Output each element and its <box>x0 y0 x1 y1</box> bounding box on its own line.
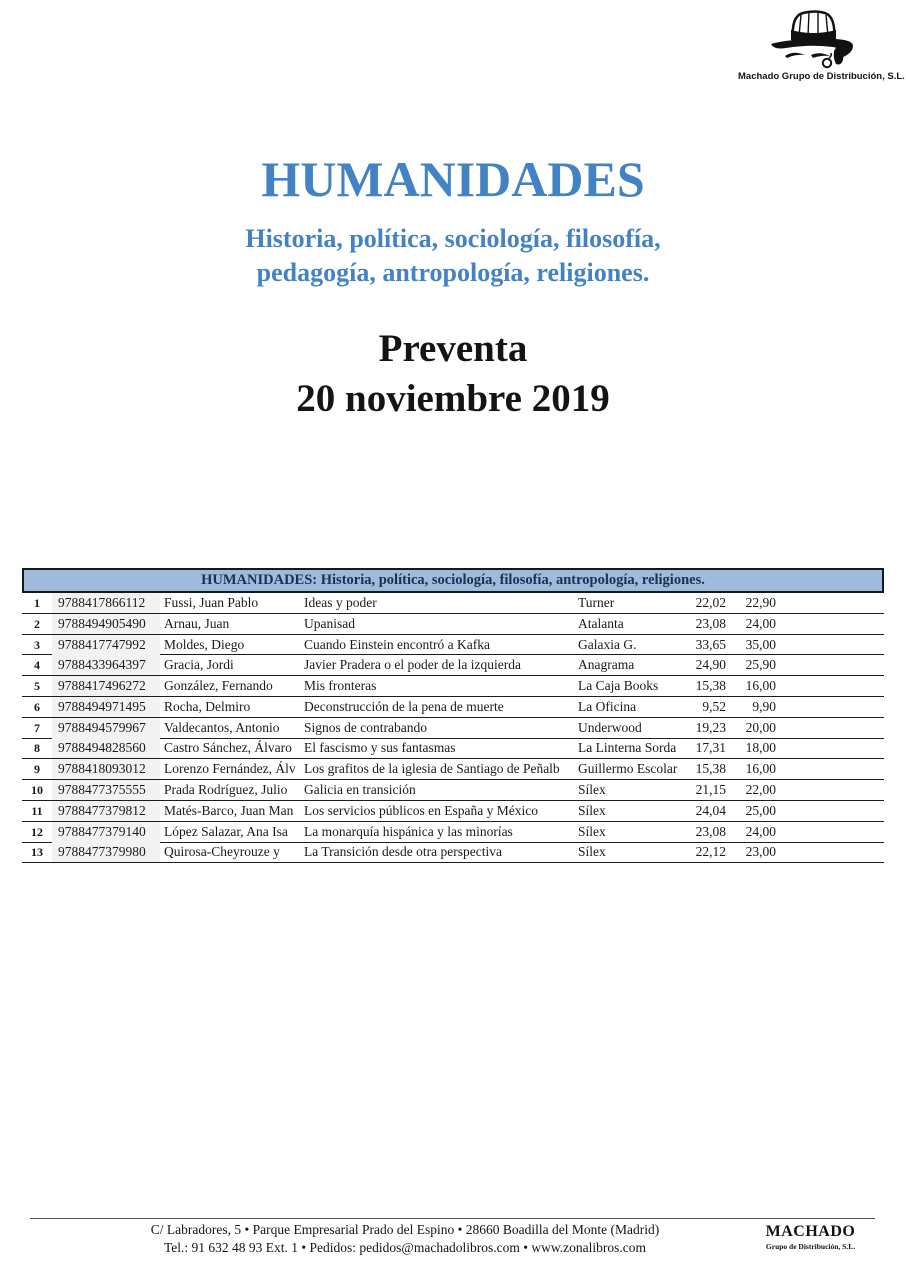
cell-num: 6 <box>34 699 40 714</box>
cell-isbn: 9788494828560 <box>52 738 160 758</box>
cell-publisher: Anagrama <box>578 657 635 673</box>
cell-pvp: 18,00 <box>745 740 776 756</box>
cell-author: Matés-Barco, Juan Man <box>164 802 294 818</box>
subtitle-line-2: pedagogía, antropología, religiones. <box>256 258 650 287</box>
page-title: HUMANIDADES <box>261 151 645 207</box>
event-line-1: Preventa <box>378 327 528 370</box>
cell-num: 1 <box>34 595 40 610</box>
cell-author: Castro Sánchez, Álvaro <box>164 740 292 756</box>
table-row <box>22 614 884 635</box>
cell-title: Cuando Einstein encontró a Kafka <box>304 636 490 652</box>
cell-pvp: 22,90 <box>745 594 776 610</box>
cell-isbn: 9788417866112 <box>52 593 160 613</box>
cell-isbn: 9788477379812 <box>52 801 160 821</box>
cell-pvp: 20,00 <box>745 719 776 735</box>
cell-author: Valdecantos, Antonio <box>164 719 280 735</box>
cell-title: Ideas y poder <box>304 594 377 610</box>
machado-hat-icon <box>741 6 881 70</box>
cell-isbn: 9788418093012 <box>52 759 160 779</box>
footer-address: C/ Labradores, 5 • Parque Empresarial Prado del Espino • 28660 Boadilla del Monte (Madrid) <box>150 1222 660 1237</box>
cell-pvp: 24,00 <box>745 615 776 631</box>
cell-isbn: 9788477379140 <box>52 822 160 842</box>
cell-author: González, Fernando <box>164 678 273 694</box>
cell-title: Javier Pradera o el poder de la izquierda <box>304 657 522 673</box>
logo-caption: Machado Grupo de Distribución, S.L. <box>738 71 905 82</box>
cell-author: Moldes, Diego <box>164 636 245 652</box>
table-row <box>22 843 884 864</box>
page-subtitle <box>0 222 906 290</box>
subtitle-line-1: Historia, política, sociología, filosofía, <box>245 224 661 253</box>
cell-pvp: 23,00 <box>745 844 776 860</box>
cell-publisher: Atalanta <box>578 615 624 631</box>
cell-price: 17,31 <box>695 740 726 756</box>
cell-pvp: 24,00 <box>745 823 776 839</box>
cell-author: Gracia, Jordi <box>164 657 234 673</box>
cell-num: 9 <box>34 762 40 777</box>
cell-pvp: 9,90 <box>752 698 776 714</box>
cell-publisher: Galaxia G. <box>578 636 637 652</box>
cell-price: 23,08 <box>695 615 726 631</box>
cell-publisher: Sílex <box>578 844 606 860</box>
cell-author: López Salazar, Ana Isa <box>164 823 288 839</box>
table-row <box>22 739 884 760</box>
cell-isbn: 9788494579967 <box>52 718 160 738</box>
cell-publisher: Turner <box>578 594 615 610</box>
cell-pvp: 16,00 <box>745 678 776 694</box>
table-header: HUMANIDADES: Historia, política, sociología, filosofía, antropología, religiones. <box>22 568 884 593</box>
table-row <box>22 759 884 780</box>
cell-num: 7 <box>34 720 40 735</box>
table-row <box>22 655 884 676</box>
cell-publisher: Underwood <box>578 719 642 735</box>
cell-num: 3 <box>34 637 40 652</box>
book-table <box>22 568 884 863</box>
cell-price: 24,90 <box>695 657 726 673</box>
cell-price: 19,23 <box>695 719 726 735</box>
cell-publisher: Guillermo Escolar <box>578 761 678 777</box>
cell-title: Los servicios públicos en España y México <box>304 802 538 818</box>
cell-title: Deconstrucción de la pena de muerte <box>304 698 504 714</box>
cell-pvp: 25,90 <box>745 657 776 673</box>
table-row <box>22 718 884 739</box>
footer-brand-name: MACHADO <box>765 1223 856 1240</box>
table-row <box>22 780 884 801</box>
cell-num: 2 <box>34 616 40 631</box>
cell-isbn: 9788417747992 <box>52 635 160 655</box>
cell-title: Signos de contrabando <box>304 719 427 735</box>
cell-num: 11 <box>31 803 43 818</box>
cell-num: 10 <box>31 783 43 798</box>
cell-price: 22,02 <box>695 594 726 610</box>
table-row <box>22 635 884 656</box>
cell-publisher: Sílex <box>578 782 606 798</box>
event-heading <box>0 324 906 424</box>
cell-publisher: Sílex <box>578 802 606 818</box>
cell-author: Prada Rodríguez, Julio <box>164 782 288 798</box>
cell-author: Arnau, Juan <box>164 615 230 631</box>
table-row <box>22 801 884 822</box>
cell-publisher: La Caja Books <box>578 678 659 694</box>
cell-num: 8 <box>34 741 40 756</box>
cell-isbn: 9788477375555 <box>52 780 160 800</box>
cell-title: La Transición desde otra perspectiva <box>304 844 502 860</box>
cell-pvp: 35,00 <box>745 636 776 652</box>
table-row <box>22 676 884 697</box>
cell-publisher: Sílex <box>578 823 606 839</box>
cell-pvp: 22,00 <box>745 782 776 798</box>
cell-price: 9,52 <box>702 698 726 714</box>
cell-author: Quirosa-Cheyrouze y <box>164 844 280 860</box>
cell-isbn: 9788494971495 <box>52 697 160 717</box>
cell-pvp: 16,00 <box>745 761 776 777</box>
cell-price: 22,12 <box>695 844 726 860</box>
footer-contact-block <box>55 1221 755 1257</box>
footer-brand-block <box>753 1223 868 1251</box>
cell-isbn: 9788494905490 <box>52 614 160 634</box>
cell-pvp: 25,00 <box>745 802 776 818</box>
cell-price: 33,65 <box>695 636 726 652</box>
event-line-2: 20 noviembre 2019 <box>296 377 610 420</box>
cell-title: Upanisad <box>304 615 355 631</box>
cell-publisher: La Linterna Sorda <box>578 740 677 756</box>
table-row <box>22 593 884 614</box>
cell-num: 13 <box>31 845 43 860</box>
cell-publisher: La Oficina <box>578 698 637 714</box>
cell-price: 21,15 <box>695 782 726 798</box>
footer-divider <box>30 1218 875 1219</box>
table-row <box>22 697 884 718</box>
machado-logo <box>738 6 905 82</box>
table-row <box>22 822 884 843</box>
cell-isbn: 9788433964397 <box>52 655 160 675</box>
footer-brand-subtitle: Grupo de Distribución, S.L. <box>765 1242 856 1251</box>
cell-author: Rocha, Delmiro <box>164 698 251 714</box>
cell-price: 24,04 <box>695 802 726 818</box>
cell-title: Mis fronteras <box>304 678 377 694</box>
cell-title: La monarquía hispánica y las minorías <box>304 823 513 839</box>
cell-title: Los grafitos de la iglesia de Santiago de Peñalb <box>304 761 560 777</box>
cell-num: 5 <box>34 679 40 694</box>
cell-price: 15,38 <box>695 678 726 694</box>
book-table-body <box>22 593 884 863</box>
cell-title: El fascismo y sus fantasmas <box>304 740 456 756</box>
cell-isbn: 9788477379980 <box>52 842 160 862</box>
cell-num: 12 <box>31 824 43 839</box>
cell-author: Lorenzo Fernández, Álv <box>164 761 296 777</box>
cell-isbn: 9788417496272 <box>52 676 160 696</box>
footer-contact: Tel.: 91 632 48 93 Ext. 1 • Pedidos: pedidos@machadolibros.com • www.zonalibros.com <box>164 1240 646 1255</box>
cell-title: Galicia en transición <box>304 782 416 798</box>
cell-author: Fussi, Juan Pablo <box>164 594 259 610</box>
cell-price: 23,08 <box>695 823 726 839</box>
cell-num: 4 <box>34 658 40 673</box>
cell-price: 15,38 <box>695 761 726 777</box>
